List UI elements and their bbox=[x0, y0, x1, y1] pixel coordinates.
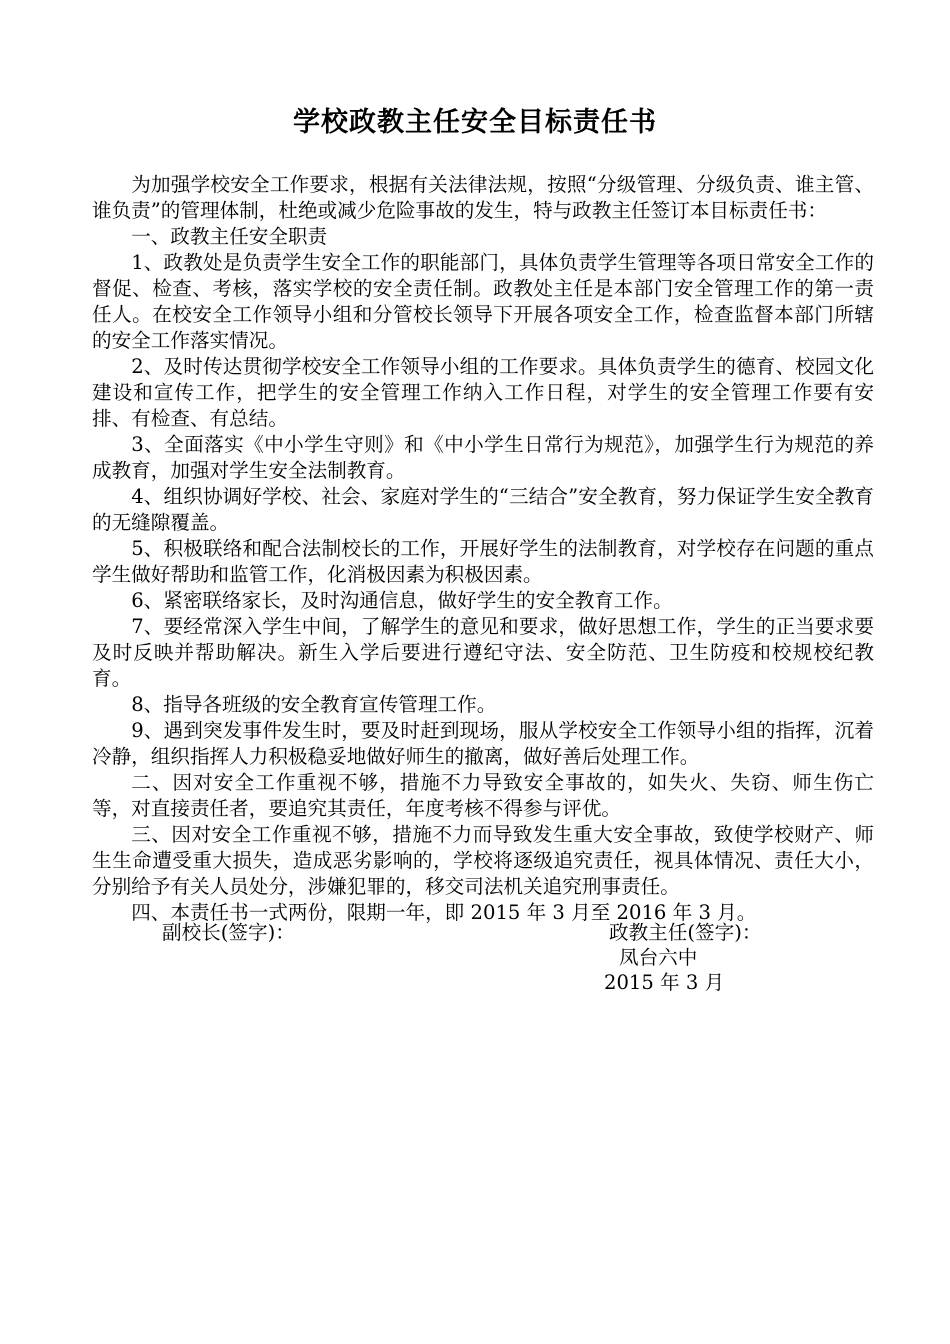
clause-two: 二、因对安全工作重视不够，措施不力导致安全事故的，如失火、失窃、师生伤亡等，对直接责任者，要追究其责任，年度考核不得参与评优。 bbox=[92, 771, 874, 820]
school-name: 凤台六中 bbox=[619, 946, 698, 969]
intro-paragraph: 为加强学校安全工作要求，根据有关法律法规，按照“分级管理、分级负责、谁主管、谁负责”的管理体制，杜绝或减少危险事故的发生，特与政教主任签订本目标责任书： bbox=[92, 173, 874, 222]
section-heading: 一、政教主任安全职责 bbox=[131, 225, 328, 248]
director-signature-label: 政教主任(签字)： bbox=[609, 921, 762, 944]
duty-item-5: 5、积极联络和配合法制校长的工作，开展好学生的法制教育，对学校存在问题的重点学生做好帮助和监管工作，化消极因素为积极因素。 bbox=[92, 537, 874, 586]
duty-item-2: 2、及时传达贯彻学校安全工作领导小组的工作要求。具体负责学生的德育、校园文化建设和宣传工作，把学生的安全管理工作纳入工作日程，对学生的安全管理工作要有安排、有检查、有总结。 bbox=[92, 355, 874, 430]
vice-principal-signature-label: 副校长(签字)： bbox=[162, 921, 295, 944]
duty-item-6: 6、紧密联络家长，及时沟通信息，做好学生的安全教育工作。 bbox=[131, 589, 673, 612]
duty-item-4: 4、组织协调好学校、社会、家庭对学生的“三结合”安全教育，努力保证学生安全教育的无缝隙覆盖。 bbox=[92, 485, 874, 534]
duty-item-1: 1、政教处是负责学生安全工作的职能部门，具体负责学生管理等各项日常安全工作的督促、检查、考核，落实学校的安全责任制。政教处主任是本部门安全管理工作的第一责任人。在校安全工作领导小组和分管校长领导下开展各项安全工作，检查监督本部门所辖的安全工作落实情况。 bbox=[92, 251, 874, 352]
clause-three: 三、因对安全工作重视不够，措施不力而导致发生重大安全事故，致使学校财产、师生生命遭受重大损失，造成恶劣影响的，学校将逐级追究责任，视具体情况、责任大小，分别给予有关人员处分，涉嫌犯罪的，移交司法机关追究刑事责任。 bbox=[92, 823, 874, 898]
duty-item-8: 8、指导各班级的安全教育宣传管理工作。 bbox=[131, 693, 497, 716]
duty-item-7: 7、要经常深入学生中间，了解学生的意见和要求，做好思想工作，学生的正当要求要及时反映并帮助解决。新生入学后要进行遵纪守法、安全防范、卫生防疫和校规校纪教育。 bbox=[92, 615, 874, 690]
document-title: 学校政教主任安全目标责任书 bbox=[293, 107, 657, 138]
clause-four: 四、本责任书一式两份，限期一年，即 2015 年 3 月至 2016 年 3 月。 bbox=[131, 901, 757, 924]
duty-item-9: 9、遇到突发事件发生时，要及时赶到现场，服从学校安全工作领导小组的指挥，沉着冷静，组织指挥人力积极稳妥地做好师生的撤离，做好善后处理工作。 bbox=[92, 719, 874, 768]
duty-item-3: 3、全面落实《中小学生守则》和《中小学生日常行为规范》，加强学生行为规范的养成教育，加强对学生安全法制教育。 bbox=[92, 433, 874, 482]
signing-date: 2015 年 3 月 bbox=[604, 971, 725, 994]
document-body bbox=[92, 172, 874, 926]
